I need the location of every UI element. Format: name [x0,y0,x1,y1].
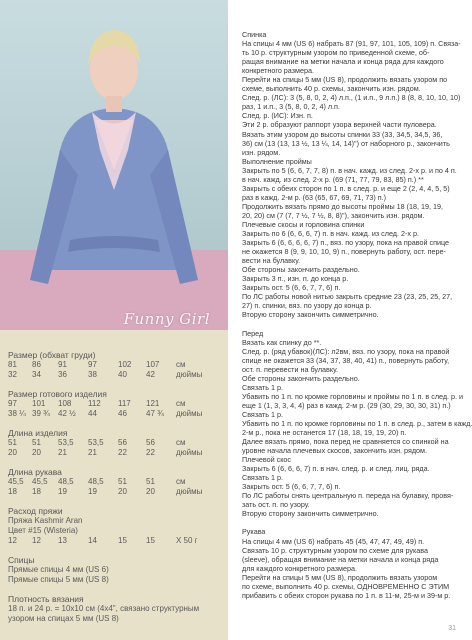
instruction-line: Плечевые скосы и горловина спинки [242,219,365,229]
instruction-line: Закрыть 6 (6, 6, 6, 7) п. в нач. след. р. и след. лиц. ряда. [242,464,430,474]
cell: 51 [118,477,127,486]
gauge-title: Плотность вязания [8,594,84,604]
cell: дюймы [176,448,203,457]
cell: см [176,399,186,408]
instruction-line: в нач. кажд. из след. 2-х р. (69 (71, 77, 79, 83, 85) п.) ** [242,174,424,184]
instruction-line: по схеме, выполнить 40 р. схемы, ОДНОВРЕМЕННО С ЭТИМ [242,581,450,591]
paragraph-gap [242,518,464,527]
instruction-line: ост. п. перевести на булавку. [242,364,338,374]
table-row [8,477,228,487]
cell: 32 [8,370,17,379]
gauge-section [8,594,228,624]
size-section [8,350,228,380]
instruction-line: Связать 1 р. [242,473,283,483]
model-illustration [0,0,228,330]
yarn-color: Цвет #15 (Wisteria) [8,526,78,535]
instruction-line: Вторую сторону закончить симметрично. [242,310,379,320]
finished-size-title: Размер готового изделия [8,389,107,399]
cell: 107 [146,360,160,369]
instruction-line: не окажется 8 (9, 9, 10, 10, 9) п., повернуть работу, ост. пере- [242,247,446,257]
cell: 47 ¾ [146,409,164,418]
instruction-line: вести на булавку. [242,256,301,266]
cell: 34 [32,370,41,379]
cell: 20 [118,487,127,496]
instruction-line: Спинка [242,30,267,39]
instruction-line: (sleeve), обращая внимание на метки начала и конца ряда [242,554,439,564]
instruction-line: Связать 10 р. структурным узором по схеме для рукава [242,545,429,555]
instruction-line: Выполнение проймы [242,156,312,166]
cell: 112 [88,399,101,408]
cell: 21 [88,448,97,457]
instruction-line: Закрыть ост. 5 (6, 6, 7, 7, 6) п. [242,482,341,492]
cell: 45,5 [32,477,48,486]
cell: 38 [88,370,97,379]
cell: 97 [8,399,17,408]
instruction-line: На спицы 4 мм (US 6) набрать 87 (91, 97, 101, 105, 109) п. Связа- [242,39,461,49]
length-title: Длина изделия [8,428,68,438]
cell: 15 [146,536,155,545]
instruction-line: Связать 1 р. [242,382,283,392]
instruction-line: ращая внимание на метки начала и конца ряда для каждого [242,57,444,67]
yarn-section [8,506,228,546]
cell: 56 [118,438,127,447]
instruction-line: прибавить с обеих сторон рукава по 1 п. в 11-м, 25-м и 39-м р. [242,590,451,600]
cell: см [176,438,186,447]
instruction-line: Плечевой скос [242,455,292,465]
cell: 91 [58,360,67,369]
cell: 39 ¾ [32,409,50,418]
instruction-line: Рукава [242,527,266,537]
instruction-line: Вязать как спинку до **. [242,337,322,347]
cell: см [176,360,186,369]
cell: 48,5 [88,477,104,486]
instruction-line: Эти 2 р. образуют раппорт узора верхней части пуловера. [242,120,437,130]
cell: 108 [58,399,72,408]
cell: X 50 г [176,536,198,545]
length-section [8,428,228,458]
table-row [8,448,228,458]
table-row [8,487,228,497]
sleeve-title: Длина рукава [8,467,62,477]
model-photo [0,0,228,330]
cell: 81 [8,360,17,369]
instruction-line: След. р. (ряд убавок)(ЛС): л2вм, вяз. по узору, пока на правой [242,346,450,356]
cell: 48,5 [58,477,74,486]
table-row [8,360,228,370]
cell: 42 [146,370,155,379]
cell: 19 [88,487,97,496]
page-number: 31 [448,625,456,632]
cell: 121 [146,399,160,408]
cell: 53,5 [88,438,104,447]
cell: 18 [8,487,17,496]
gauge-line: узором на спицах 5 мм (US 8) [8,614,119,623]
cell: 22 [118,448,127,457]
instruction-line: Вязать этим узором до высоты спинки 33 (33, 34,5, 34,5, 36, [242,129,443,139]
cell: 15 [118,536,127,545]
size-title: Размер (обхват груди) [8,350,96,360]
instructions-column [242,30,472,600]
cell: 12 [8,536,17,545]
table-row [8,536,228,546]
cell: 46 [118,409,127,418]
instruction-line: По ЛС работы новой нитью закрыть средние 23 (23, 25, 25, 27, [242,292,453,302]
instruction-line: 20, 20) см (7 (7, 7 ½, 7 ½, 8, 8)"), закончить изн. рядом. [242,210,425,220]
gauge-line: 18 п. и 24 р. = 10х10 см (4х4", связано структурным [8,604,200,613]
cell: 53,5 [58,438,74,447]
needles-section [8,555,228,585]
instruction-line: Далее вязать прямо, пока перед не сравняется со спинкой на [242,437,449,447]
instruction-line: изн. рядом. [242,147,281,157]
cell: 19 [58,487,67,496]
cell: 20 [146,487,155,496]
yarn-title: Расход пряжи [8,506,63,516]
table-row [8,438,228,448]
cell: 51 [8,438,17,447]
instruction-line: Перейти на спицы 5 мм (US 8), продолжить вязать узором [242,572,438,582]
instruction-line: Убавить по 1 п. по кромке горловины по 1 п. в след. р., затем в кажд. [242,418,472,428]
instruction-line: раз в кажд. 2-м р. (63 (65, 67, 69, 71, 73) п.) [242,192,387,202]
cell: дюймы [176,409,203,418]
cell: 101 [32,399,46,408]
instruction-line: На спицы 4 мм (US 6) набрать 45 (45, 47, 47, 49, 49) п. [242,536,425,546]
needle-line: Прямые спицы 5 мм (US 8) [8,575,109,584]
instruction-line: уровне начала плечевых скосов, закончить изн. рядом. [242,446,427,456]
table-row [8,399,228,409]
instruction-line: Обе стороны закончить раздельно. [242,265,360,275]
table-row [8,409,228,419]
cell: 86 [32,360,41,369]
needles-title: Спицы [8,555,35,565]
instruction-line: Связать 1 р. [242,409,283,419]
photo-caption: Funny Girl [123,310,210,328]
instruction-line: Закрыть ост. 5 (6, 6, 7, 7, 6) п. [242,283,341,293]
paragraph-gap [242,320,464,329]
table-row [8,370,228,380]
instruction-line: Продолжить вязать прямо до высоты проймы 18 (18, 19, 19, [242,201,444,211]
cell: 20 [8,448,17,457]
instruction-line: Вторую сторону закончить симметрично. [242,509,379,519]
instruction-line: Закрыть 3 п., изн. п. до конца р. [242,274,349,284]
instruction-line: конкретного размера. [242,66,314,76]
instruction-line: ть 10 р. структурным узором по приведенной схеме, об- [242,48,430,58]
cell: 117 [118,399,131,408]
cell: см [176,477,186,486]
cell: 21 [58,448,67,457]
sleeve-section [8,467,228,497]
cell: 51 [146,477,155,486]
measurements-panel [0,330,228,640]
finished-size-section [8,389,228,419]
cell: 22 [146,448,155,457]
cell: 12 [32,536,41,545]
cell: 42 ½ [58,409,76,418]
cell: 14 [88,536,97,545]
needle-line: Прямые спицы 4 мм (US 6) [8,565,109,574]
instruction-line: Обе стороны закончить раздельно. [242,373,360,383]
cell: 56 [146,438,155,447]
instruction-line: Закрыть с обеих сторон по 1 п. в след. р. и еще 2 (2, 4, 4, 5, 5) [242,183,450,193]
cell: 44 [88,409,97,418]
cell: 13 [58,536,67,545]
cell: 18 [32,487,41,496]
instruction-line: спице не окажется 33 (34, 37, 38, 40, 41) п., повернуть работу, [242,355,450,365]
instruction-line: зать ост. п. по узору. [242,500,310,510]
instruction-line: След. р. (ЛС): 3 (5, 8, 0, 2, 4) л.п., (1 и.п., 9 л.п.) 8 (8, 8, 10, 10, 10) [242,93,461,103]
instruction-line: Закрыть по 6 (6, 6, 6, 7) п. в нач. кажд. из след. 2-х р. [242,229,419,239]
instruction-line: для каждого конкретного размера. [242,563,357,573]
cell: 51 [32,438,41,447]
instruction-line: Закрыть по 5 (6, 6, 7, 7, 8) п. в нач. кажд. из след. 2-х р. и по 4 п. [242,165,457,175]
instruction-line: 27) п. спинки, вяз. по узору до конца р. [242,301,372,311]
cell: 36 [58,370,67,379]
yarn-name: Пряжа Kashmir Aran [8,516,83,525]
cell: 97 [88,360,97,369]
cell: дюймы [176,370,203,379]
instruction-line: 2-м р., пока не останется 17 (18, 18, 19, 19, 20) п. [242,428,407,438]
instruction-line: След. р. (ИС): Изн. п. [242,111,313,121]
instruction-line: Закрыть 6 (6, 6, 6, 6, 7) п., вяз. по узору, пока на правой спице [242,238,450,248]
cell: 20 [32,448,41,457]
cell: дюймы [176,487,203,496]
neck [106,96,122,112]
instruction-line: Перед [242,328,264,338]
instruction-line: еще 1 (1, 3, 3, 4, 4) раз в кажд. 2-м р. (29 (30, 29, 30, 30, 31) п.) [242,400,451,410]
cell: 45,5 [8,477,24,486]
cell: 38 ¼ [8,409,26,418]
instruction-line: Убавить по 1 п. по кромке горловины и проймы по 1 п. в след. р. и [242,391,464,401]
cell: 102 [118,360,132,369]
instruction-line: раз, 1 и.п., 3 (5, 8, 0, 2, 4) л.п. [242,102,340,112]
instruction-line: 36) см (13 (13, 13 ½, 13 ¼, 14, 14)") от наборного р., закончить [242,138,450,148]
instruction-line: По ЛС работы снять центральную п. переда на булавку, провя- [242,491,454,501]
instruction-line: схеме, выполнить 40 р. схемы, закончить изн. рядом. [242,84,421,94]
instruction-line: Перейти на спицы 5 мм (US 8), продолжить вязать узором по [242,75,448,85]
cell: 40 [118,370,127,379]
